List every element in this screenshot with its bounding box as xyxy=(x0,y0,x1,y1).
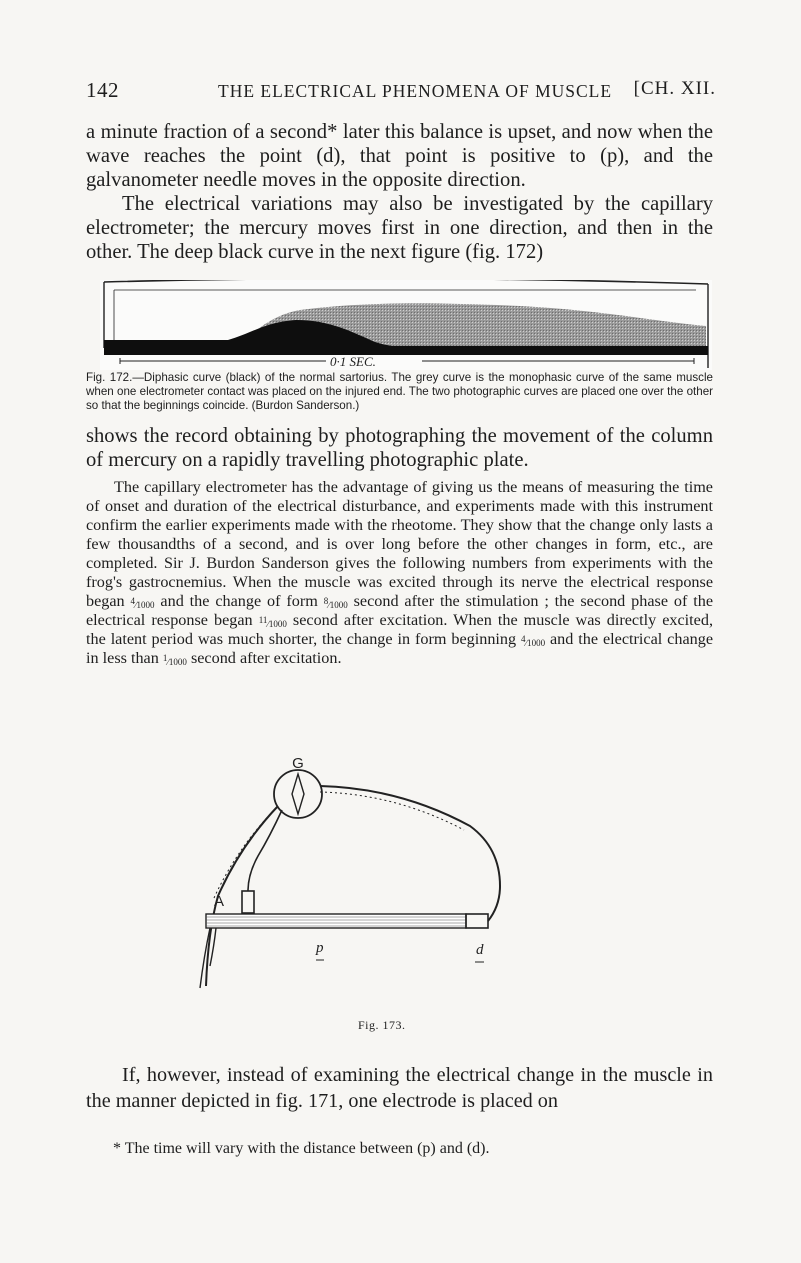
muscle-label-a: A xyxy=(214,893,225,910)
page-number: 142 xyxy=(86,78,119,102)
fraction: $^{11}$⁄1000 xyxy=(258,615,287,629)
running-title: THE ELECTRICAL PHENOMENA OF MUSCLE xyxy=(218,81,613,101)
paragraph-text: The electrical variations may also be investigated by the capillary electrometer; the mercury moves first in one direction, and then in the other. The deep black curve in the next figure (fig. 172) xyxy=(86,193,713,263)
galvanometer-label: G xyxy=(292,756,304,772)
point-label-p: p xyxy=(316,940,324,956)
figure-173-galvanometer-diagram xyxy=(170,756,640,1016)
para-text: The capillary electrometer has the advantage of giving us the means of measuring the time of onset and duration of the electrical disturbance, and experiments made with this instrument confirm the earlier experiments made with the rheotome. They show that the change only lasts a few thousandths of a second, and is over long before the other changes in form, etc., are completed. Sir J. Burdon Sanderson gives the following numbers from experiments with the frog's gastrocnemius. When the muscle was excited through its nerve the electrical response began xyxy=(86,478,713,610)
time-scale-label: 0·1 SEC. xyxy=(330,354,376,369)
middle-wire xyxy=(248,810,282,891)
para-text: second after excitation. When the muscle was directly excited, the latent period was much shorter, the change in form beginning xyxy=(86,611,713,648)
figure-172-caption: Fig. 172.—Diphasic curve (black) of the normal sartorius. The grey curve is the monophasic curve of the same muscle when one electrometer contact was placed on the injured end. The two photographic curves are placed one over the other so that the beginnings coincide. (Burdon Sanderson.) xyxy=(86,371,713,412)
figure-172-diphasic-curve xyxy=(100,280,712,370)
body-paragraph-4: If, however, instead of examining the electrical change in the muscle in the manner depicted in fig. 171, one electrode is placed on xyxy=(86,1064,713,1112)
electrode-p xyxy=(242,891,254,913)
body-paragraph-2: shows the record obtaining by photographing the movement of the column of mercury on a rapidly travelling photographic plate. xyxy=(86,425,713,471)
footnote: * The time will vary with the distance between (p) and (d). xyxy=(113,1140,490,1157)
fraction: $^4$⁄1000 xyxy=(521,634,546,648)
electrode-d xyxy=(466,914,488,928)
para-text: second after the stimulation ; the second phase of the electrical response began xyxy=(86,592,714,629)
galvanometer-needle xyxy=(292,774,304,814)
paragraph-text: a minute fraction of a second* later this balance is upset, and now when the wave reaches the point (d), that point is positive to (p), and the galvanometer needle moves in the opposite direction. xyxy=(86,121,713,191)
para-text: and the electrical change in less than xyxy=(86,630,714,667)
body-paragraph-1 xyxy=(86,120,713,264)
fraction: $^4$⁄1000 xyxy=(130,596,155,610)
para-text: and the change of form xyxy=(160,592,318,610)
small-print-paragraph xyxy=(86,478,713,668)
para-text: second after excitation. xyxy=(190,649,342,667)
chapter-label: [CH. XII. xyxy=(633,78,716,99)
point-label-d: d xyxy=(476,942,484,958)
fraction: $^1$⁄1000 xyxy=(162,653,187,667)
fraction: $^8$⁄1000 xyxy=(323,596,348,610)
running-header xyxy=(86,78,716,108)
figure-173-caption: Fig. 173. xyxy=(358,1018,406,1032)
right-wire xyxy=(320,786,500,921)
